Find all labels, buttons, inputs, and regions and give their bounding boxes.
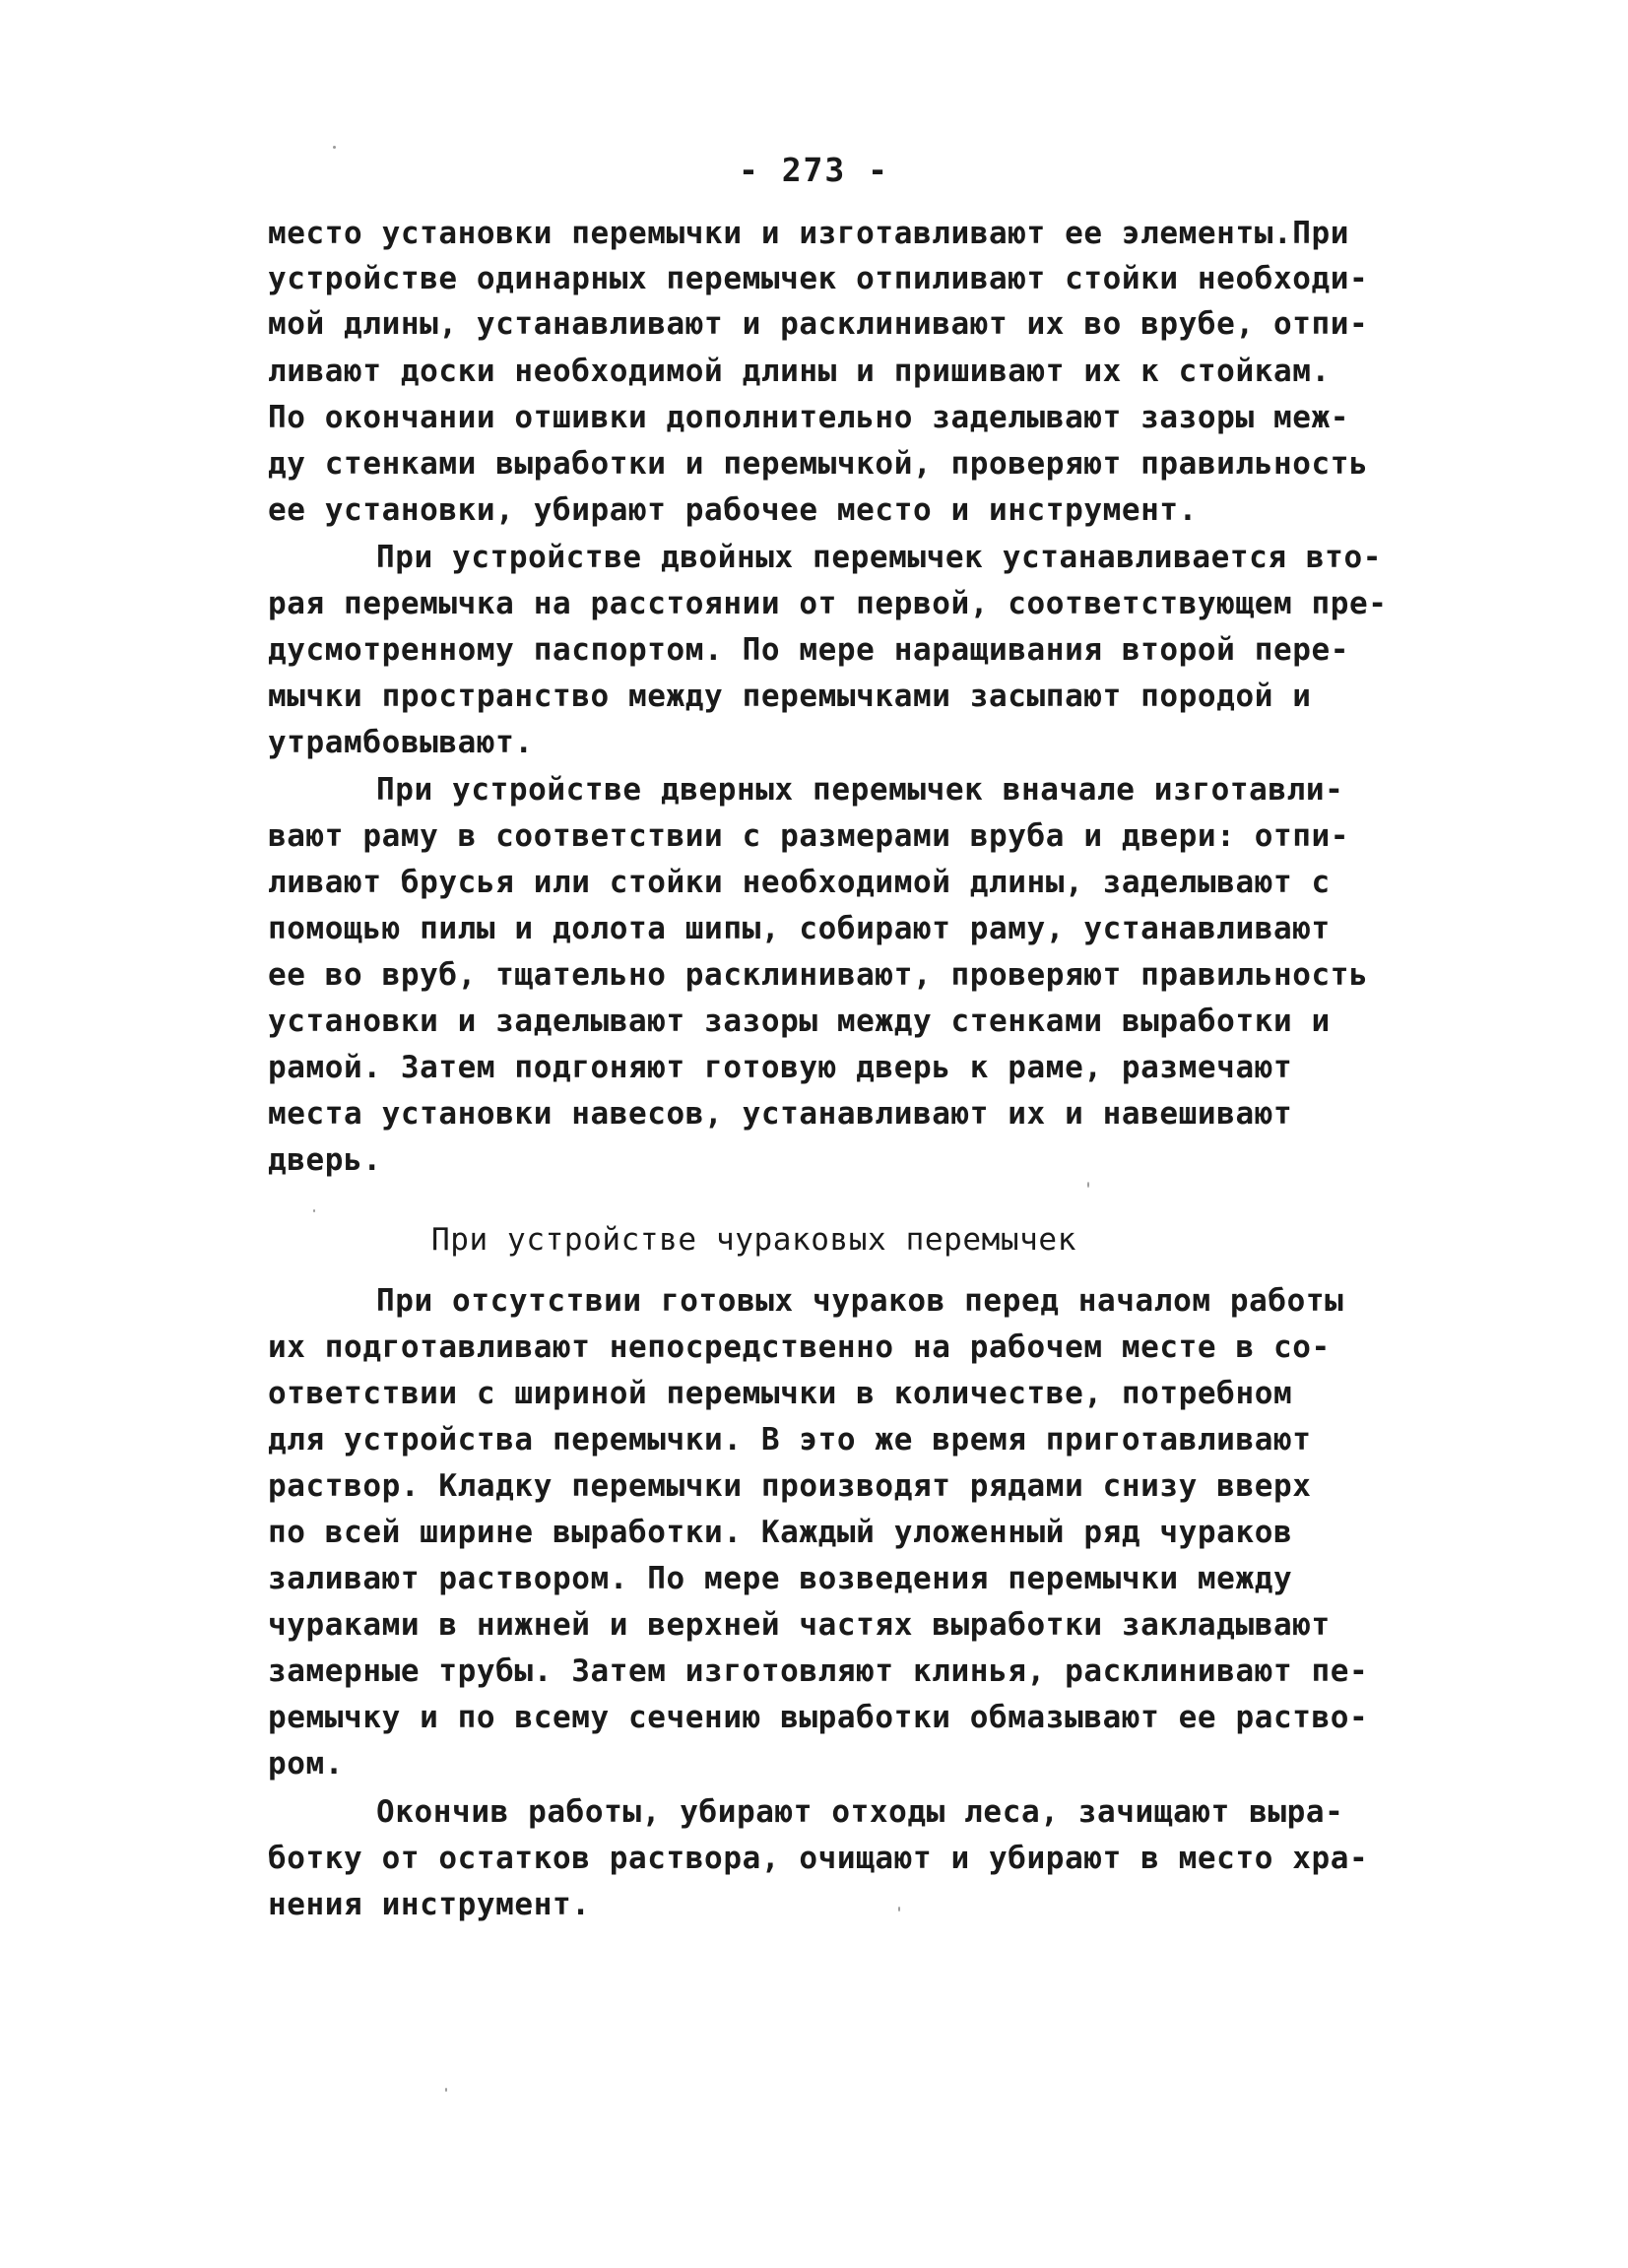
paragraph-3-line: дверь. bbox=[268, 1142, 382, 1178]
paragraph-1-line: По окончании отшивки дополнительно заделывают зазоры меж- bbox=[268, 400, 1350, 435]
paragraph-1-line: место установки перемычки и изготавливают ее элементы.При bbox=[268, 216, 1350, 251]
paragraph-5-line: Окончив работы, убирают отходы леса, зачищают выра- bbox=[376, 1794, 1344, 1830]
paragraph-3-line: При устройстве дверных перемычек вначале изготавли- bbox=[376, 772, 1344, 808]
paragraph-3-line: ливают брусья или стойки необходимой длины, заделывают с bbox=[268, 865, 1331, 900]
paragraph-3-line: помощью пилы и долота шипы, собирают раму, устанавливают bbox=[268, 911, 1331, 946]
paragraph-1-line: мой длины, устанавливают и расклинивают их во врубе, отпи- bbox=[268, 306, 1369, 342]
paragraph-4-line: заливают раствором. По мере возведения перемычки между bbox=[268, 1561, 1293, 1596]
paragraph-3-line: места установки навесов, устанавливают их и навешивают bbox=[268, 1096, 1293, 1132]
paragraph-4-line: замерные трубы. Затем изготовляют клинья, расклинивают пе- bbox=[268, 1653, 1369, 1689]
paragraph-2-line: мычки пространство между перемычками засыпают породой и bbox=[268, 679, 1312, 714]
scan-speck bbox=[1087, 1182, 1089, 1188]
section-heading: При устройстве чураковых перемычек bbox=[431, 1222, 1076, 1258]
paragraph-5-line: нения инструмент. bbox=[268, 1887, 591, 1922]
scan-speck bbox=[445, 2088, 447, 2092]
paragraph-1-line: ее установки, убирают рабочее место и инструмент. bbox=[268, 492, 1198, 528]
paragraph-4-line: чураками в нижней и верхней частях выработки закладывают bbox=[268, 1607, 1331, 1643]
paragraph-1-line: ливают доски необходимой длины и пришивают их к стойкам. bbox=[268, 354, 1331, 389]
paragraph-1-line: устройстве одинарных перемычек отпиливают стойки необходи- bbox=[268, 261, 1369, 296]
paragraph-4-line: ремычку и по всему сечению выработки обмазывают ее раство- bbox=[268, 1700, 1369, 1735]
paragraph-3-line: установки и заделывают зазоры между стенками выработки и bbox=[268, 1004, 1331, 1039]
paragraph-4-line: их подготавливают непосредственно на рабочем месте в со- bbox=[268, 1329, 1331, 1365]
paragraph-2-line: дусмотренному паспортом. По мере наращивания второй пере- bbox=[268, 632, 1350, 668]
paragraph-4-line: При отсутствии готовых чураков перед началом работы bbox=[376, 1283, 1344, 1319]
paragraph-4-line: по всей ширине выработки. Каждый уложенный ряд чураков bbox=[268, 1515, 1293, 1550]
paragraph-5-line: ботку от остатков раствора, очищают и убирают в место хра- bbox=[268, 1841, 1369, 1876]
scan-speck bbox=[313, 1209, 315, 1212]
paragraph-1-line: ду стенками выработки и перемычкой, проверяют правильность bbox=[268, 446, 1369, 482]
page-number: - 273 - bbox=[738, 151, 890, 189]
paragraph-4-line: ответствии с шириной перемычки в количестве, потребном bbox=[268, 1376, 1293, 1411]
paragraph-4-line: ром. bbox=[268, 1746, 345, 1782]
paragraph-2-line: рая перемычка на расстоянии от первой, соответствующем пре- bbox=[268, 586, 1388, 621]
paragraph-3-line: вают раму в соответствии с размерами вруба и двери: отпи- bbox=[268, 818, 1350, 854]
paragraph-2-line: При устройстве двойных перемычек устанавливается вто- bbox=[376, 540, 1382, 575]
paragraph-3-line: рамой. Затем подгоняют готовую дверь к раме, размечают bbox=[268, 1050, 1293, 1085]
paragraph-2-line: утрамбовывают. bbox=[268, 725, 534, 760]
paragraph-3-line: ее во вруб, тщательно расклинивают, проверяют правильность bbox=[268, 957, 1369, 993]
paragraph-4-line: раствор. Кладку перемычки производят рядами снизу вверх bbox=[268, 1468, 1312, 1504]
paragraph-4-line: для устройства перемычки. В это же время приготавливают bbox=[268, 1422, 1312, 1458]
scan-speck bbox=[898, 1907, 900, 1912]
scan-speck bbox=[333, 146, 336, 149]
